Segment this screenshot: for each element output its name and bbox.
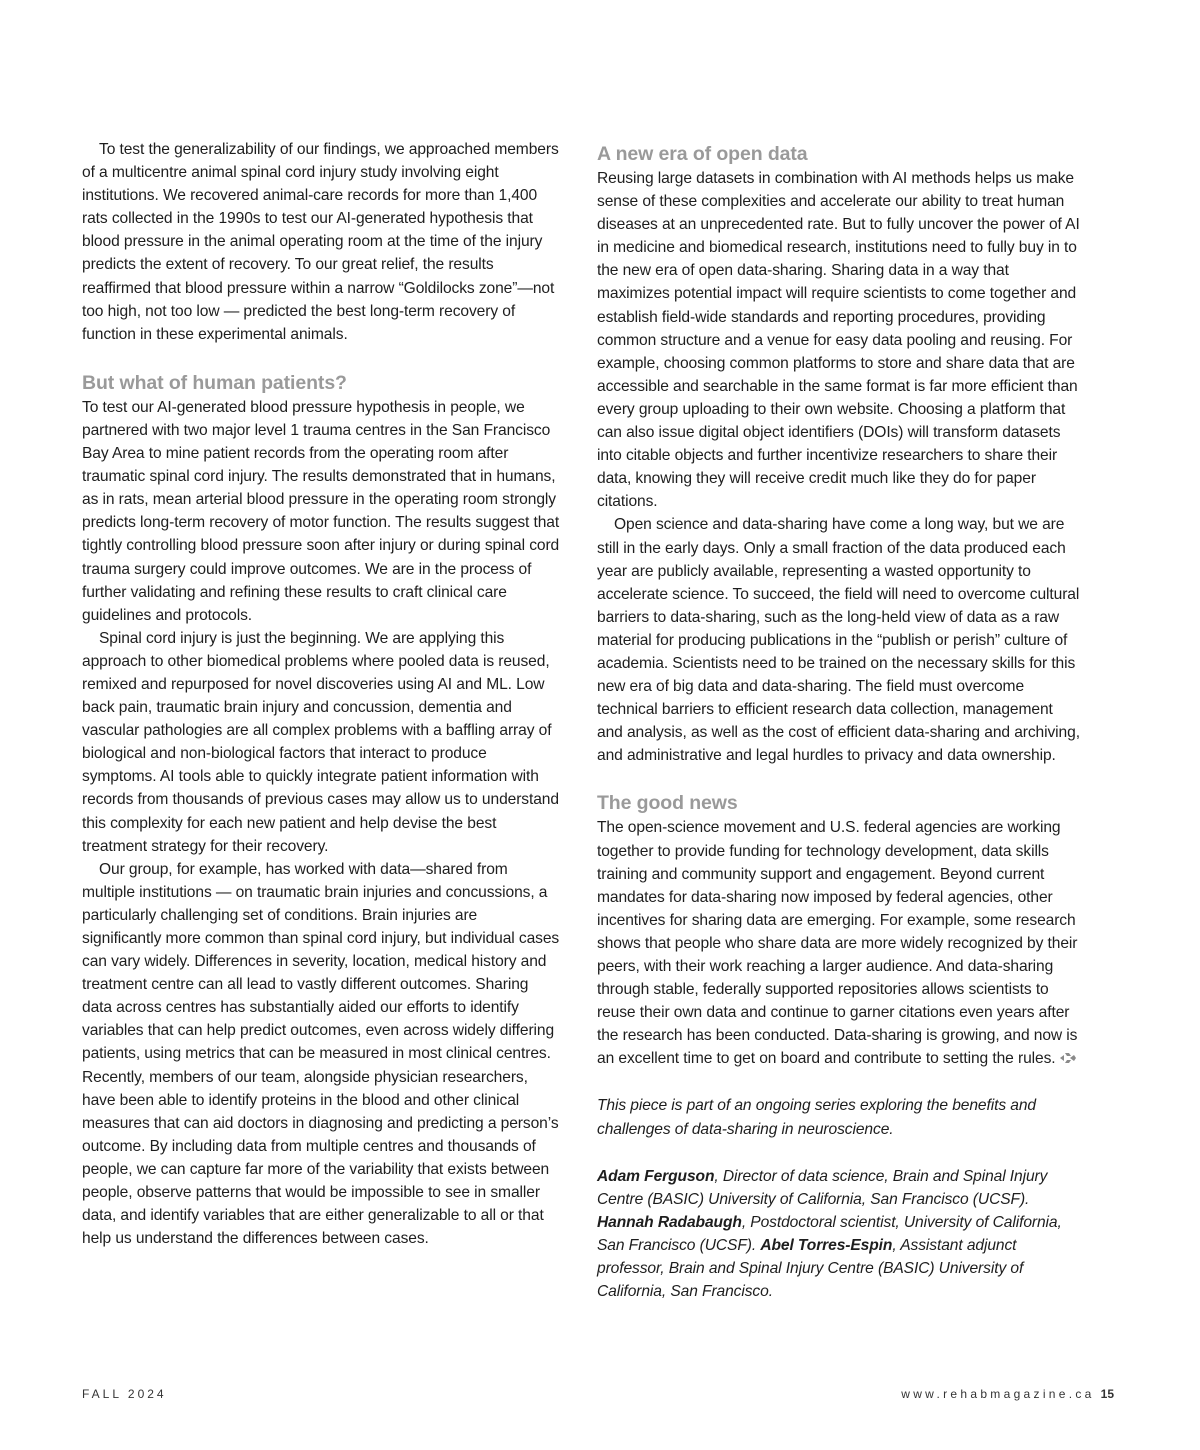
paragraph: Spinal cord injury is just the beginning. We are applying this approach to other biomedical problems where pooled data is reused, remixed and repurposed for novel discoveries using AI and ML. Low back pain, traumatic brain injury and concussion, dementia and vascular pathologies are all complex problems with a baffling array of biological and non-biological factors that interact to produce symptoms. AI tools able to quickly integrate patient information with records from thousands of previous cases may allow us to understand this complexity for each new patient and help devise the best treatment strategy for their recovery. — [82, 629, 559, 855]
paragraph-final — [597, 816, 1081, 1070]
right-column — [597, 138, 1081, 1303]
paragraph-text: The open-science movement and U.S. federal agencies are working together to provide funding for technology development, data skills training and community support and engagement. Beyond current mandates for data-sharing now imposed by federal agencies, other incentives for sharing data are emerging. For example, some research shows that people who share data are more widely recognized by their peers, with their work reaching a larger audience. And data-sharing through stable, federally supported repositories allows scientists to reuse their own data and continue to garner citations even years after the research has been conducted. Data-sharing is growing, and now is an excellent time to get on board and contribute to setting the rules. — [597, 819, 1078, 1068]
page-number: 15 — [1100, 1387, 1114, 1401]
paragraph: To test our AI-generated blood pressure hypothesis in people, we partnered with two major level 1 trauma centres in the San Francisco Bay Area to mine patient records from the operating room after traumatic spinal cord injury. The results demonstrated that in humans, as in rats, mean arterial blood pressure in the operating room strongly predicts long-term recovery of motor function. The results suggest that tightly controlling blood pressure soon after injury or during spinal cord trauma surgery could improve outcomes. We are in the process of further validating and refining these results to craft clinical care guidelines and protocols. — [82, 398, 560, 624]
author-name: Hannah Radabaugh — [597, 1213, 742, 1231]
end-of-article-icon — [1059, 1048, 1077, 1060]
left-column — [82, 138, 560, 1250]
paragraph: Open science and data-sharing have come a long way, but we are still in the early days. Only a small fraction of the data produced each year are publicly available, representing a wasted opportunity to accelerate science. To succeed, the field will need to overcome cultural barriers to data-sharing, such as the long-held view of data as a raw material for producing publications in the “publish or perish” culture of academia. Scientists need to be trained on the necessary skills for this new era of big data and data-sharing. The field must overcome technical barriers to efficient research data collection, management and analysis, as well as the cost of efficient data-sharing and archiving, and administrative and legal hurdles to privacy and data ownership. — [597, 516, 1080, 765]
section-heading: The good news — [597, 792, 738, 815]
author-role: , Assistant adjunct professor, Brain and Spinal Injury Centre (BASIC) University of California, San Francisco. — [597, 1236, 1024, 1301]
footer-right — [901, 1387, 1114, 1401]
author-role: , Postdoctoral scientist, University of California, San Francisco (UCSF). — [597, 1213, 1062, 1254]
paragraph: To test the generalizability of our findings, we approached members of a multicentre animal spinal cord injury study involving eight institutions. We recovered animal-care records for more than 1,400 rats collected in the 1990s to test our AI-generated hypothesis that blood pressure in the animal operating room at the time of the injury predicts the extent of recovery. To our great relief, the results reaffirmed that blood pressure within a narrow “Goldilocks zone”—not too high, not too low — predicted the best long-term recovery of function in these experimental animals. — [82, 141, 559, 343]
section-heading: But what of human patients? — [82, 371, 347, 394]
footer-issue: FALL 2024 — [82, 1387, 167, 1401]
author-bios — [597, 1165, 1081, 1304]
author-name: Adam Ferguson — [597, 1167, 715, 1185]
author-name: Abel Torres-Espin — [760, 1236, 893, 1254]
footer-website: www.rehabmagazine.ca — [901, 1387, 1095, 1401]
section-heading: A new era of open data — [597, 143, 808, 165]
author-role: , Director of data science, Brain and Spinal Injury Centre (BASIC) University of California, San Francisco (UCSF). — [597, 1167, 1048, 1208]
paragraph: Reusing large datasets in combination with AI methods helps us make sense of these complexities and accelerate our ability to treat human diseases at an unprecedented rate. But to fully uncover the power of AI in medicine and biomedical research, institutions need to fully buy in to the new era of open data-sharing. Sharing data in a way that maximizes potential impact will require scientists to come together and establish field-wide standards and reporting procedures, providing common structure and a venue for easy data pooling and reusing. For example, choosing common platforms to store and share data that are accessible and searchable in the same format is far more efficient than every group uploading to their own website. Choosing a platform that can also issue digital object identifiers (DOIs) will transform datasets into citable objects and further incentivize researchers to share their data, knowing they will receive credit much like they do for paper citations. — [597, 170, 1080, 511]
series-note: This piece is part of an ongoing series exploring the benefits and challenges of data-sharing in neuroscience. — [597, 1097, 1036, 1138]
paragraph: Our group, for example, has worked with data—shared from multiple institutions — on traumatic brain injuries and concussions, a particularly challenging set of conditions. Brain injuries are significantly more common than spinal cord injury, but individual cases can vary widely. Differences in severity, location, medical history and treatment centre can all lead to vastly different outcomes. Sharing data across centres has substantially aided our efforts to identify variables that can help predict outcomes, even across widely differing patients, using metrics that can be measured in most clinical centres. Recently, members of our team, alongside physician researchers, have been able to identify proteins in the blood and other clinical measures that can aid doctors in diagnosing and predicting a person’s outcome. By including data from multiple centres and thousands of people, we can capture far more of the variability that exists between people, observe patterns that would be impossible to see in smaller data, and identify variables that are either generalizable to all or that help us understand the differences between cases. — [82, 860, 560, 1248]
